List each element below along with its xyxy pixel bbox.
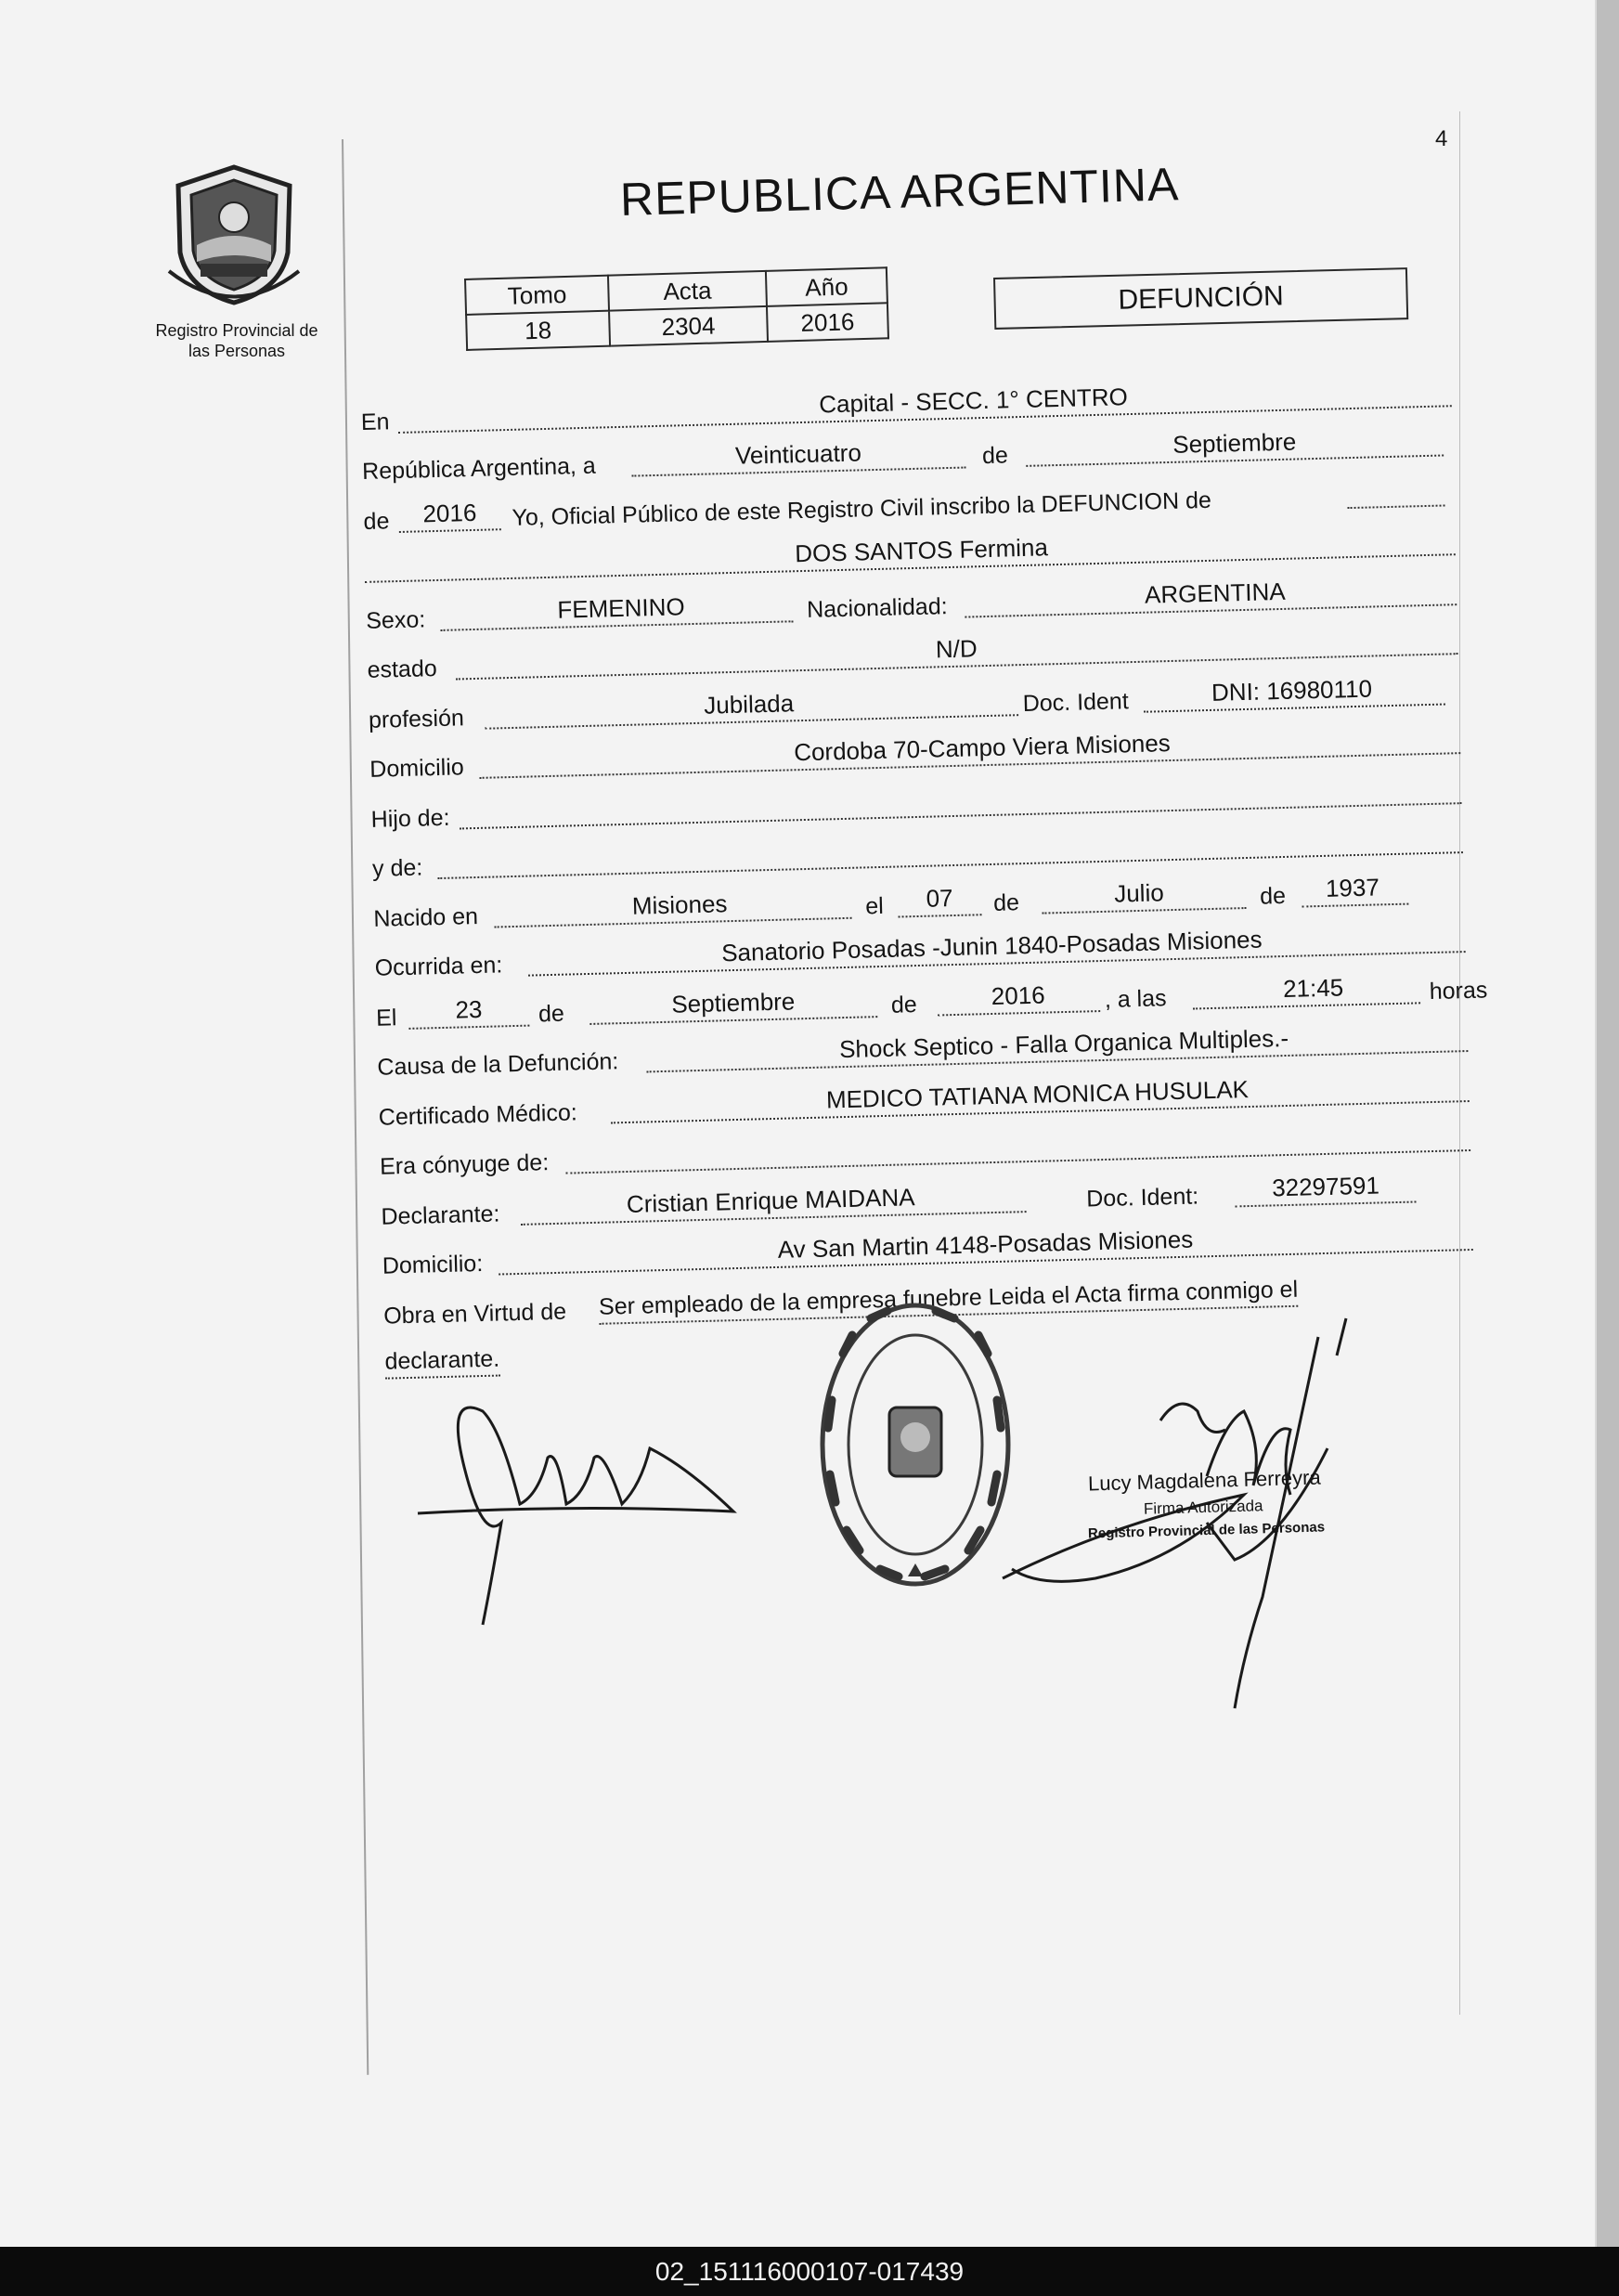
fill-line: [399, 528, 501, 533]
table-cell: 2304: [609, 306, 768, 346]
day-value: Veinticuatro: [734, 438, 862, 470]
registry-caption-line: las Personas: [188, 342, 286, 360]
deceased-name-value: DOS SANTOS Fermina: [794, 533, 1049, 568]
fill-line: [408, 1024, 529, 1029]
year-value: 2016: [422, 498, 477, 527]
medical-certificate-value: MEDICO TATIANA MONICA HUSULAK: [825, 1074, 1250, 1114]
declarant-id-value: 32297591: [1271, 1170, 1380, 1201]
province-seal-logo: [160, 160, 308, 308]
registry-caption-line: Registro Provincial de: [155, 321, 318, 340]
cause-of-death-value: Shock Septico - Falla Organica Multiples.-: [838, 1023, 1289, 1064]
field-label: el: [864, 892, 885, 919]
birth-month-value: Julio: [1113, 877, 1165, 908]
table-header: Acta: [608, 271, 767, 311]
fill-line: [1302, 902, 1408, 907]
field-label: de: [1259, 882, 1287, 910]
death-year-value: 2016: [991, 980, 1046, 1010]
field-label: estado: [367, 655, 438, 683]
declarant-signature: [408, 1393, 743, 1634]
field-label: de: [992, 889, 1020, 916]
field-label: Nacionalidad:: [806, 592, 948, 623]
place-of-death-value: Sanatorio Posadas -Junin 1840-Posadas Misiones: [720, 925, 1263, 967]
birth-day-value: 07: [926, 883, 953, 913]
obra-text: Ser empleado de la empresa funebre Leida el Acta firma conmigo el: [599, 1276, 1299, 1324]
scan-footer: [0, 2247, 1619, 2296]
field-label: y de:: [371, 854, 423, 882]
table-cell: 2016: [767, 303, 888, 342]
field-label: República Argentina, a: [361, 452, 597, 485]
registry-caption: [139, 320, 334, 361]
fill-line: [1193, 1002, 1420, 1009]
birth-year-value: 1937: [1325, 872, 1380, 902]
obra-text-end: declarante.: [384, 1346, 499, 1380]
footer-code: 02_151116000107-017439: [654, 2257, 965, 2286]
fill-line: [1042, 907, 1246, 915]
month-value: Septiembre: [1172, 427, 1297, 459]
fill-line: [1236, 1200, 1417, 1207]
declarant-address-value: Av San Martin 4148-Posadas Misiones: [777, 1225, 1194, 1264]
field-label: Obra en Virtud de: [382, 1298, 567, 1330]
field-label: Causa de la Defunción:: [377, 1048, 619, 1081]
document-id-value: DNI: 16980110: [1211, 674, 1373, 707]
field-label: Nacido en: [373, 902, 479, 932]
field-label: Yo, Oficial Público de este Registro Civil inscribo la DEFUNCION de: [512, 486, 1212, 531]
table-header: Año: [766, 267, 887, 306]
table-header: Tomo: [465, 276, 609, 315]
table-cell: 18: [466, 311, 610, 350]
field-label: En: [360, 408, 390, 435]
field-label: Hijo de:: [370, 804, 450, 833]
death-time-value: 21:45: [1282, 972, 1344, 1003]
document-title: REPUBLICA ARGENTINA: [619, 158, 1181, 226]
field-label: de: [981, 442, 1009, 470]
death-record-form: [360, 362, 1499, 1383]
field-label: Doc. Ident: [1022, 687, 1130, 717]
fill-line: [938, 1010, 1100, 1016]
death-month-value: Septiembre: [670, 986, 796, 1018]
field-label: Domicilio: [369, 754, 465, 783]
field-label: horas: [1429, 976, 1488, 1005]
field-label: de: [890, 991, 918, 1018]
fill-line: [899, 914, 982, 917]
field-label: de: [363, 507, 390, 535]
field-label: Ocurrida en:: [374, 952, 503, 981]
birthplace-value: Misiones: [631, 889, 728, 920]
field-label: Domicilio:: [382, 1250, 484, 1279]
book-record-table: [464, 266, 889, 351]
field-label: , a las: [1104, 984, 1167, 1013]
declarant-value: Cristian Enrique MAIDANA: [626, 1182, 915, 1218]
field-label: Declarante:: [381, 1200, 500, 1230]
death-day-value: 23: [455, 994, 483, 1024]
address-value: Cordoba 70-Campo Viera Misiones: [793, 729, 1172, 767]
field-label: Doc. Ident:: [1085, 1182, 1199, 1212]
fill-line: [1348, 504, 1445, 509]
field-label: Sexo:: [365, 605, 426, 634]
sex-value: FEMENINO: [557, 591, 685, 624]
place-value: Capital - SECC. 1° CENTRO: [818, 382, 1129, 418]
signer-organization: Registro Provincial de las Personas: [1087, 1519, 1326, 1542]
profession-value: Jubilada: [703, 688, 795, 720]
field-label: Certificado Médico:: [378, 1098, 578, 1131]
marital-status-value: N/D: [935, 634, 978, 664]
field-label: profesión: [368, 704, 465, 733]
signer-role: Firma Autorizada: [1143, 1497, 1263, 1518]
page-number: 4: [1435, 126, 1448, 151]
record-type-box: DEFUNCIÓN: [993, 267, 1408, 330]
field-label: Era cónyuge de:: [379, 1149, 550, 1180]
nationality-value: ARGENTINA: [1144, 577, 1287, 609]
signer-name: Lucy Magdalena Ferreyra: [1087, 1465, 1321, 1496]
field-label: El: [375, 1004, 397, 1031]
field-label: de: [538, 1000, 565, 1027]
